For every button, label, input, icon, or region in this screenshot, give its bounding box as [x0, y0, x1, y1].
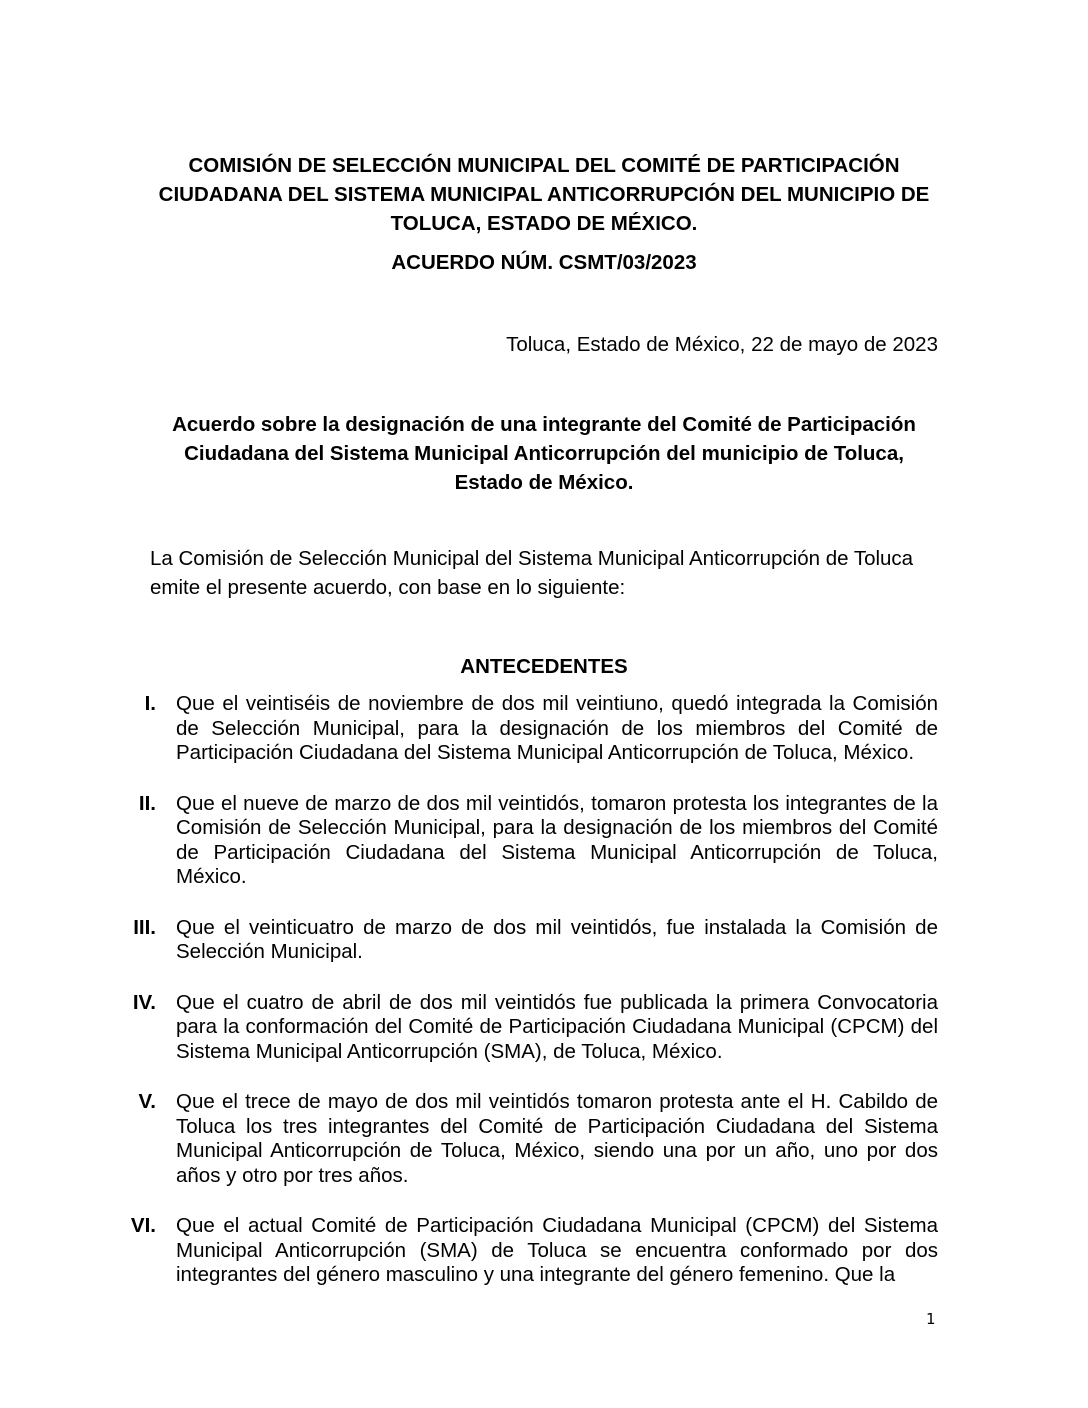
antecedent-item [120, 792, 938, 890]
antecedent-numeral: IV. [132, 990, 156, 1014]
antecedent-numeral: III. [133, 915, 156, 939]
page-number: 1 [926, 1310, 936, 1328]
antecedent-text: Que el nueve de marzo de dos mil veintidós, tomaron protesta los integrantes de la Comisión de Selección Municipal, para la designación de los miembros del Comité de Participación Ciudadana del Sistema Municipal Anticorrupción de Toluca, México. [176, 791, 938, 888]
antecedent-item [120, 991, 938, 1065]
antecedent-item [120, 1214, 938, 1288]
antecedent-text: Que el trece de mayo de dos mil veintidós tomaron protesta ante el H. Cabildo de Toluca los tres integrantes del Comité de Participación Ciudadana del Sistema Municipal Anticorrupción de Toluca, México, siendo una por un año, uno por dos años y otro por tres años. [176, 1090, 938, 1187]
antecedent-numeral: I. [144, 692, 156, 715]
section-heading: ANTECEDENTES [460, 655, 628, 678]
antecedent-item [120, 692, 938, 766]
place-date: Toluca, Estado de México, 22 de mayo de 2023 [506, 333, 938, 356]
antecedent-item [120, 916, 938, 965]
antecedent-text: Que el cuatro de abril de dos mil veintidós fue publicada la primera Convocatoria para la conformación del Comité de Participación Ciudadana Municipal (CPCM) del Sistema Municipal Anticorrupción (SMA), de Toluca, México. [176, 990, 938, 1063]
intro-line-2: emite el presente acuerdo, con base en lo siguiente: [150, 576, 626, 599]
intro-paragraph [150, 544, 938, 602]
antecedent-text: Que el veintiséis de noviembre de dos mil veintiuno, quedó integrada la Comisión de Selección Municipal, para la designación de los miembros del Comité de Participación Ciudadana del Sistema Municipal Anticorrupción de Toluca, México. [176, 692, 938, 764]
antecedent-numeral: V. [138, 1090, 156, 1113]
antecedent-numeral: II. [138, 791, 156, 815]
agreement-number: ACUERDO NÚM. CSMT/03/2023 [391, 251, 697, 274]
antecedent-numeral: VI. [130, 1214, 156, 1237]
intro-line-1: La Comisión de Selección Municipal del Sistema Municipal Anticorrupción de Toluca [150, 547, 914, 570]
document-title: COMISIÓN DE SELECCIÓN MUNICIPAL DEL COMITÉ DE PARTICIPACIÓN CIUDADANA DEL SISTEMA MUNICIPAL ANTICORRUPCIÓN DEL MUNICIPIO DE TOLUCA, ESTADO DE MÉXICO. [158, 154, 930, 235]
antecedent-text: Que el veinticuatro de marzo de dos mil veintidós, fue instalada la Comisión de Selección Municipal. [176, 915, 938, 963]
agreement-subject: Acuerdo sobre la designación de una integrante del Comité de Participación Ciudadana del Sistema Municipal Anticorrupción del municipio de Toluca, Estado de México. [172, 413, 916, 494]
antecedents-list [120, 692, 938, 1314]
antecedent-text: Que el actual Comité de Participación Ciudadana Municipal (CPCM) del Sistema Municipal Anticorrupción (SMA) de Toluca se encuentra conformado por dos integrantes del género masculino y una integrante del género femenino. Que la [176, 1214, 938, 1286]
antecedent-item [120, 1090, 938, 1188]
